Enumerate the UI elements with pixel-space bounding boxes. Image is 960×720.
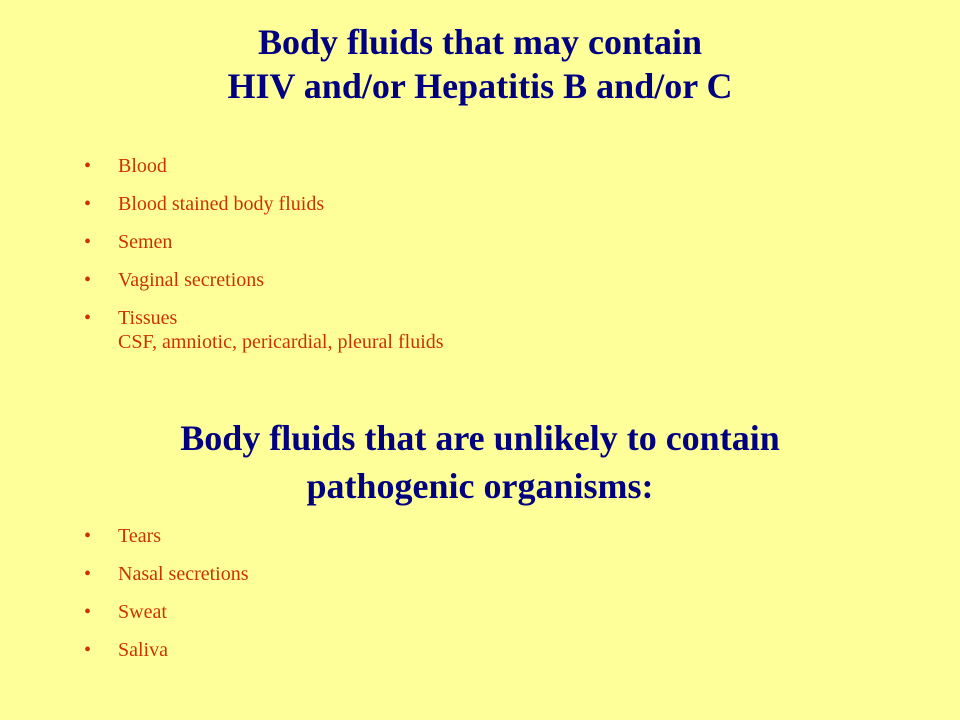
bullet-item-label: Saliva <box>118 639 168 661</box>
bullet-item-label: Semen <box>118 231 173 253</box>
section2-title <box>0 414 960 510</box>
bullet-item-tissues <box>84 306 444 354</box>
bullet-item-sublabel: CSF, amniotic, pericardial, pleural fluids <box>118 331 444 353</box>
section2-title-line2: pathogenic organisms: <box>306 466 654 506</box>
section2-title-line1: Body fluids that are unlikely to contain <box>180 418 780 458</box>
bullet-item-label: Nasal secretions <box>118 563 249 585</box>
section1-title-line1: Body fluids that may contain <box>257 22 703 62</box>
section1-title-line2: HIV and/or Hepatitis B and/or C <box>227 66 733 106</box>
bullet-item-sweat <box>84 600 249 624</box>
bullet-item-vaginal-secretions <box>84 268 444 292</box>
section2-bullet-list <box>84 524 249 676</box>
bullet-item-label: Vaginal secretions <box>118 269 265 291</box>
section1-title <box>0 20 960 108</box>
bullet-item-blood-stained-body-fluids <box>84 192 444 216</box>
bullet-item-label: Blood <box>118 155 167 177</box>
bullet-item-tears <box>84 524 249 548</box>
bullet-item-blood <box>84 154 444 178</box>
bullet-item-nasal-secretions <box>84 562 249 586</box>
bullet-item-label: Tears <box>118 525 162 547</box>
bullet-item-label: Sweat <box>118 601 167 623</box>
bullet-item-semen <box>84 230 444 254</box>
bullet-item-label: Blood stained body fluids <box>118 193 325 215</box>
bullet-item-label: • Tissues <box>118 307 178 329</box>
section1-bullet-list <box>84 154 444 368</box>
bullet-item-saliva <box>84 638 249 662</box>
